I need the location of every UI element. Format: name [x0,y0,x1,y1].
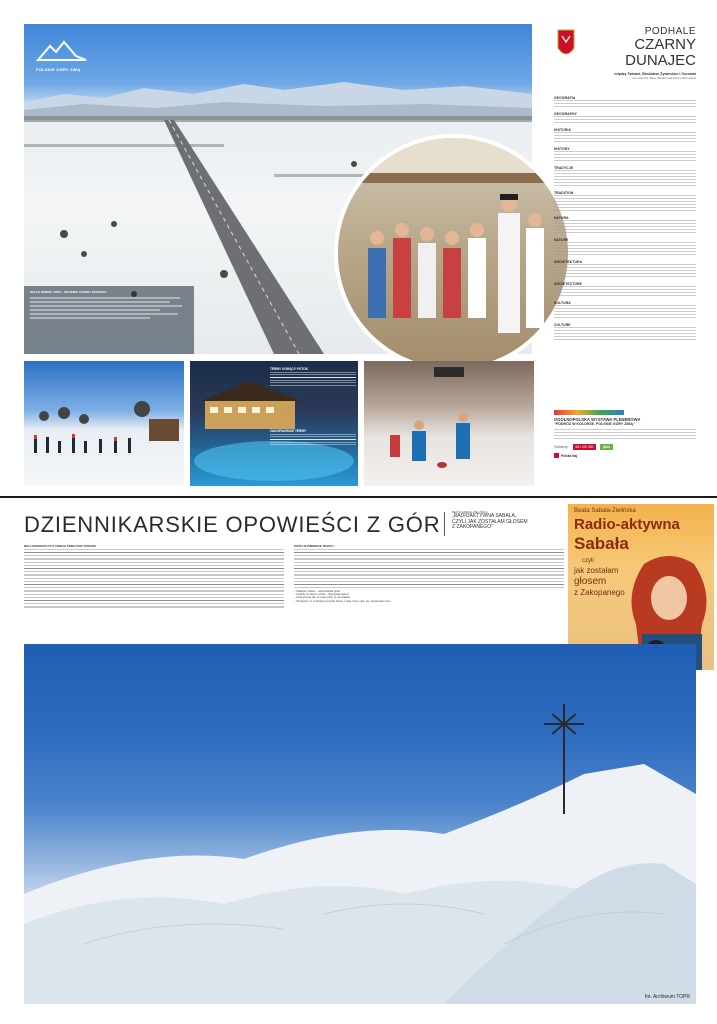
info-sections [554,96,696,345]
brand-logo [36,40,88,74]
section-geography: GEOGRAPHY [554,112,696,125]
book-author: Beata Sabała-Zielińska [574,508,636,514]
partners-row [554,444,696,450]
mountain-art [24,644,696,1004]
quote-line: – Szczęście, że w Tatrach jest wiele słowa, o tutaj, trasy, tutaj, się: zastanowiec nam. [294,599,392,603]
partners-label: Partnerzy: [554,445,569,449]
section-architektura: ARCHITEKTURA [554,260,696,279]
photo-credit: fot. Archiwum TOPR [644,994,690,1000]
exhibition-logo [554,410,624,415]
polsat-badge: Polska Naj [554,453,696,458]
kicker-line-1: „RADIOAKTYWNA SABAŁA, [452,513,517,519]
exhibition-line-2: "PODRÓŻ W KOLORZE. POLSKIE GÓRY ZIMĄ" [554,422,635,426]
section-nature: NATURE [554,238,696,257]
article-column-left [24,544,284,609]
section-tradycje: TRADYCJE [554,166,696,188]
section-natura: NATURA [554,216,696,235]
phone-badge: 601 100 300 [573,444,597,450]
quote-line: – Czas gotowe tak, to nowe pracy, to na szałasie. [294,596,351,600]
book-title-2: Sabała [574,534,629,553]
section-tradition: TRADITION [554,191,696,213]
section-historia: HISTORIA [554,128,696,144]
mountain-cross-photo [24,644,696,1004]
coat-of-arms-icon [556,26,576,64]
region-panel [554,24,696,490]
article [24,504,696,1004]
thermal-caption-1: TERMY GORĄCY POTOK [270,367,356,386]
article-headline: DZIENNIKARSKIE OPOWIEŚCI Z GÓR [24,512,441,537]
quote-list [294,590,564,603]
section-architecture: ARCHITECTURE [554,282,696,298]
article-column-right [294,544,564,603]
section-kultura: KULTURA [554,301,696,320]
brand-logo-text: POLSKIE GÓRY ZIMĄ [36,67,81,72]
left-col-body [24,549,284,609]
region-subtitle: między Tatrami, Beskidem Żywieckim i Gorcami [614,72,696,76]
article-kicker [452,510,562,531]
section-history: HISTORY [554,147,696,163]
book-sub-2: jak zostałam [574,566,619,575]
mountain-logo-icon [36,40,88,62]
trail-info-lines [30,297,190,319]
book-sub-3: głosem [574,576,607,587]
kicker-line-2: CZYLI JAK ZOSTAŁAM GŁOSEM [452,518,528,525]
thermal-caption-2: ZAKOPIAŃSKIE TERMY [270,429,356,446]
thermal-spa-photo [190,361,358,486]
book-sub-1: czyli [582,558,594,564]
curling-photo [364,361,534,486]
ski-race-photo [24,361,184,486]
left-col-lead: BOLLYWOODZKI CZYLI WIELKI ŚNIEG POD TATRAMI. [24,544,97,548]
quote-line: – Szałanie, tradzie – odpowiedział góral. [294,590,341,593]
book-sub-4: z Zakopanego [574,588,625,597]
ski-race-art [24,361,184,486]
book-title-1: Radio-aktywna [574,516,680,533]
quote-line: – A każdy na skarze czarze – dopytywał pięknie. [294,593,350,597]
region-title [584,26,696,80]
right-col-lead: KOŚCI SI PIERWSZE TRASZY... [294,544,336,548]
page-divider [0,496,717,498]
section-geografia: GEOGRAFIA [554,96,696,109]
right-col-body [294,549,564,589]
plus-badge: plus [600,444,613,450]
poster [24,24,696,490]
kicker-author: BEATA SABAŁA-ZIELIŃSKA [452,510,488,514]
region-subtitle-en: set near the Tatra, Beskid and Gorce Mountains [632,76,696,80]
exhibition-line-1: OGÓLNOPOLSKA WYSTAWA PLENEROWA [554,417,641,422]
curling-art [364,361,534,486]
dancers-art [338,138,568,368]
exhibition-block [554,410,696,458]
headline-separator [444,512,445,536]
region-line-1: PODHALE [644,26,696,37]
kicker-line-3: Z ZAKOPANEGO" [452,524,493,531]
region-line-3: DUNAJEC [625,52,696,69]
trail-label: SZLAK WOKÓŁ TATR – ODCINEK CZARNY DUNAJEC [30,290,107,294]
exhibition-credits [554,429,696,441]
folk-dancers-photo [334,134,572,372]
trail-info-box [30,290,190,321]
region-line-2: CZARNY [634,36,696,53]
polsat-icon [554,453,559,458]
section-culture: CULTURE [554,323,696,342]
